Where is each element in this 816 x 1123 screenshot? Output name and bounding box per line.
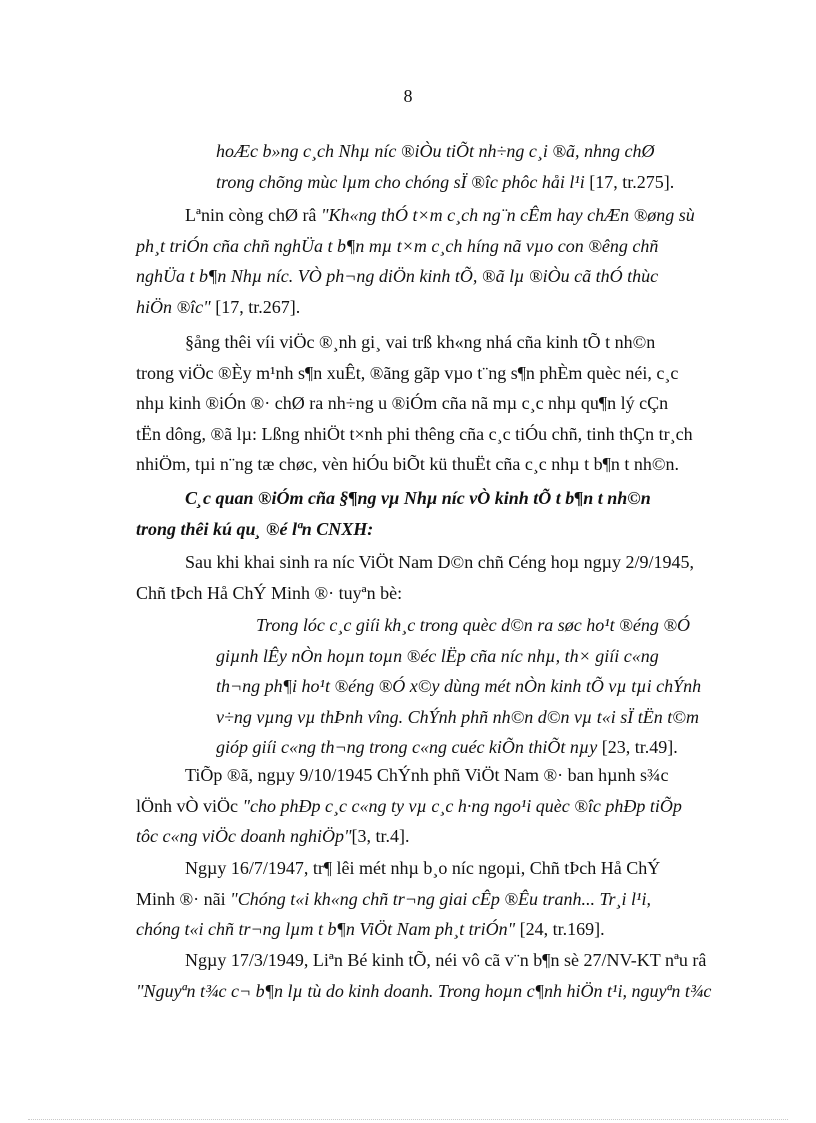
quote-text: trong chõng mùc lµm cho chóng sÏ ®îc phôc håi l¹i bbox=[216, 171, 585, 192]
quote-text: ph¸t triÓn cña chñ nghÜa t b¶n mµ t×m c¸ch híng nã vµo con ®êng chñ bbox=[136, 235, 659, 256]
paragraph-text: lÖnh vÒ viÖc bbox=[136, 795, 243, 816]
paragraph-text: Minh ®· nãi bbox=[136, 888, 231, 909]
paragraph-text: Chñ tÞch Hå ChÝ Minh ®· tuyªn bè: bbox=[136, 582, 403, 603]
heading-text: C¸c quan ®iÓm cña §¶ng vµ Nhµ níc vÒ kinh tÕ t b¶n t nh©n bbox=[185, 488, 651, 508]
paragraph bbox=[136, 945, 776, 1006]
quote-text: Trong lóc c¸c giíi kh¸c trong quèc d©n ra søc ho¹t ®éng ®Ó bbox=[256, 615, 691, 635]
paragraph-text: nhiÖm, tµi n¨ng tæ chøc, vèn hiÓu biÕt kü thuËt cña c¸c nhµ t b¶n t nh©n. bbox=[136, 454, 679, 474]
quote-text: giµnh lÊy nÒn hoµn toµn ®éc lËp cña níc nhµ, th× giíi c«ng bbox=[216, 645, 659, 666]
citation: [3, tr.4]. bbox=[351, 826, 410, 846]
quote-block bbox=[216, 136, 776, 197]
quote-text: th¬ng ph¶i ho¹t ®éng ®Ó x©y dùng mét nÒn kinh tÕ vµ tµi chÝnh bbox=[216, 676, 702, 696]
quote-text: "Kh«ng thÓ t×m c¸ch ng¨n cÊm hay chÆn ®øng sù bbox=[320, 205, 695, 225]
page-number: 8 bbox=[403, 86, 413, 106]
paragraph-text: tËn dông, ®ã lµ: Lßng nhiÖt t×nh phi thêng cña c¸c tiÓu chñ, tinh thÇn tr¸ch bbox=[136, 423, 693, 444]
quote-text: "Nguyªn t¾c c¬ b¶n lµ tù do kinh doanh. Trong hoµn c¶nh hiÖn t¹i, nguyªn t¾c bbox=[136, 980, 712, 1001]
quote-text: "Chóng t«i kh«ng chñ tr¬ng giai cÊp ®Êu tranh... Tr¸i l¹i, bbox=[230, 888, 651, 909]
quote-text: chóng t«i chñ tr¬ng lµm t b¶n ViÖt Nam ph¸t triÓn" bbox=[136, 919, 516, 939]
paragraph-text: Lªnin còng chØ râ bbox=[185, 205, 321, 225]
paragraph bbox=[136, 327, 776, 480]
paragraph-text: Ngµy 16/7/1947, tr¶ lêi mét nhµ b¸o níc ngoµi, Chñ tÞch Hå ChÝ bbox=[185, 858, 661, 878]
paragraph bbox=[136, 200, 776, 322]
paragraph bbox=[136, 760, 776, 852]
heading-text: trong thêi kú qu¸ ®é lªn CNXH: bbox=[136, 518, 374, 539]
paragraph-text: trong viÖc ®Èy m¹nh s¶n xuÊt, ®ãng gãp vµo t¨ng s¶n phÈm quèc néi, c¸c bbox=[136, 362, 679, 383]
quote-text: hoÆc b»ng c¸ch Nhµ níc ®iÒu tiÕt nh÷ng c¸i ®ã, nhng chØ bbox=[216, 141, 655, 161]
quote-text: "cho phÐp c¸c c«ng ty vµ c¸c h·ng ngo¹i quèc ®îc phÐp tiÕp bbox=[242, 795, 682, 816]
page-bottom-divider bbox=[28, 1119, 788, 1120]
paragraph-text: nhµ kinh ®iÓn ®· chØ ra nh÷ng u ®iÓm cña nã mµ c¸c nhµ qu¶n lý cÇn bbox=[136, 393, 669, 413]
section-heading bbox=[136, 483, 776, 544]
paragraph-text: TiÕp ®ã, ngµy 9/10/1945 ChÝnh phñ ViÖt Nam ®· ban hµnh s¾c bbox=[185, 765, 669, 785]
quote-text: tôc c«ng viÖc doanh nghiÖp" bbox=[136, 826, 352, 846]
citation: [17, tr.275]. bbox=[584, 171, 675, 192]
quote-block bbox=[216, 610, 776, 763]
quote-text: gióp giíi c«ng th¬ng trong c«ng cuéc kiÕn thiÕt nµy bbox=[216, 737, 598, 757]
quote-text: v÷ng vµng vµ thÞnh vîng. ChÝnh phñ nh©n d©n vµ t«i sÏ tËn t©m bbox=[216, 706, 699, 727]
paragraph bbox=[136, 547, 776, 608]
paragraph bbox=[136, 853, 776, 945]
paragraph-text: §ång thêi víi viÖc ®¸nh gi¸ vai trß kh«ng nhá cña kinh tÕ t nh©n bbox=[185, 332, 656, 352]
quote-text: hiÖn ®îc" bbox=[136, 296, 211, 317]
quote-text: nghÜa t b¶n Nhµ níc. VÒ ph¬ng diÖn kinh tÕ, ®ã lµ ®iÒu cã thÓ thùc bbox=[136, 266, 659, 286]
paragraph-text: Ngµy 17/3/1949, Liªn Bé kinh tÕ, néi vô cã v¨n b¶n sè 27/NV-KT nªu râ bbox=[185, 950, 707, 970]
citation: [23, tr.49]. bbox=[597, 737, 678, 757]
citation: [24, tr.169]. bbox=[515, 919, 605, 939]
paragraph-text: Sau khi khai sinh ra níc ViÖt Nam D©n chñ Céng hoµ ngµy 2/9/1945, bbox=[185, 552, 694, 572]
citation: [17, tr.267]. bbox=[210, 296, 301, 317]
